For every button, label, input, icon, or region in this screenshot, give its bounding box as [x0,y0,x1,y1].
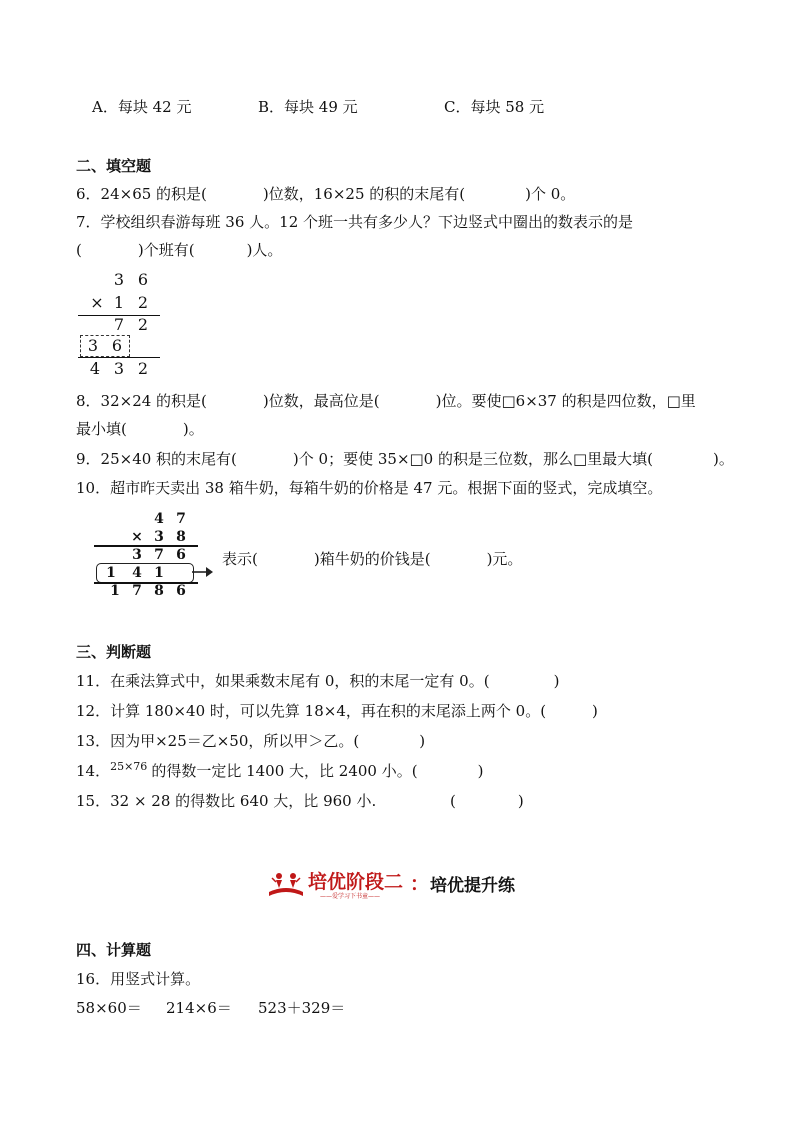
times-sign: × [131,529,143,545]
digit: 8 [154,583,164,599]
times-sign: × [90,293,104,312]
question-15: 15．32 × 28 的得数比 640 大，比 960 小. [76,792,377,810]
banner-title: 培优阶段二 [308,871,404,893]
digit: 2 [137,293,149,312]
digit: 1 [106,565,116,581]
digit: 4 [132,565,142,581]
expression: 25×76 [110,760,148,773]
calc-expression-2: 214×6＝ [166,999,232,1017]
reading-kids-icon [266,870,306,900]
question-6: 6．24×65 的积是( )位数，16×25 的积的末尾有( )个 0。 [76,185,576,203]
section2-heading: 二、填空题 [76,157,152,175]
digit: 3 [132,547,142,563]
question-9: 9．25×40 积的末尾有( )个 0；要使 35×□0 的积是三位数，那么□里最大填( )。 [76,450,734,468]
digit: 2 [137,315,149,334]
digit: 7 [113,315,125,334]
question-10-line1: 10．超市昨天卖出 38 箱牛奶，每箱牛奶的价格是 47 元。根据下面的竖式，完成填空。 [76,479,663,497]
banner-subtitle: 培优提升练 [430,876,515,896]
arrow-right-icon [192,566,214,578]
digit: 1 [154,565,164,581]
question-7-line1: 7．学校组织春游每班 36 人。12 个班一共有多少人？下边竖式中圈出的数表示的是 [76,213,634,231]
digit: 7 [176,511,186,527]
digit: 3 [113,359,125,378]
digit: 6 [176,547,186,563]
digit: 2 [137,359,149,378]
digit: 1 [113,293,125,312]
calc-expression-3: 523＋329＝ [258,999,346,1017]
digit: 4 [154,511,164,527]
question-8-line1: 8．32×24 的积是( )位数，最高位是( )位。要使□6×37 的积是四位数，□里 [76,392,696,410]
question-13: 13．因为甲×25＝乙×50，所以甲＞乙。( ) [76,732,426,750]
digit: 6 [111,336,123,355]
digit: 4 [89,359,101,378]
calc-line [78,357,160,358]
digit: 3 [154,529,164,545]
option-b: B．每块 49 元 [258,98,358,116]
section4-heading: 四、计算题 [76,941,152,959]
option-c: C．每块 58 元 [444,98,545,116]
digit: 8 [176,529,186,545]
question-11: 11．在乘法算式中，如果乘数末尾有 0，积的末尾一定有 0。( ) [76,672,560,690]
question-15-blank: ( ) [450,792,524,810]
digit: 3 [87,336,99,355]
banner-small-text: ——爱学习下书童—— [320,893,381,900]
digit: 6 [137,270,149,289]
question-10-answer-line: 表示( )箱牛奶的价钱是( )元。 [222,550,523,568]
banner-colon: ： [410,873,430,895]
calc-expression-1: 58×60＝ [76,999,142,1017]
option-a: A．每块 42 元 [92,98,192,116]
digit: 7 [154,547,164,563]
question-12: 12．计算 180×40 时，可以先算 18×4，再在积的末尾添上两个 0。( ) [76,702,598,720]
digit: 3 [113,270,125,289]
digit: 7 [132,583,142,599]
question-8-line2: 最小填( )。 [76,420,204,438]
question-16: 16．用竖式计算。 [76,970,201,988]
question-14: 14．$^{25\times 76}$ 的得数一定比 1400 大，比 2400 小。( ) [76,760,484,780]
question-7-line2: ( )个班有( )人。 [76,241,283,259]
digit: 6 [176,583,186,599]
section3-heading: 三、判断题 [76,643,152,661]
digit: 1 [110,583,120,599]
